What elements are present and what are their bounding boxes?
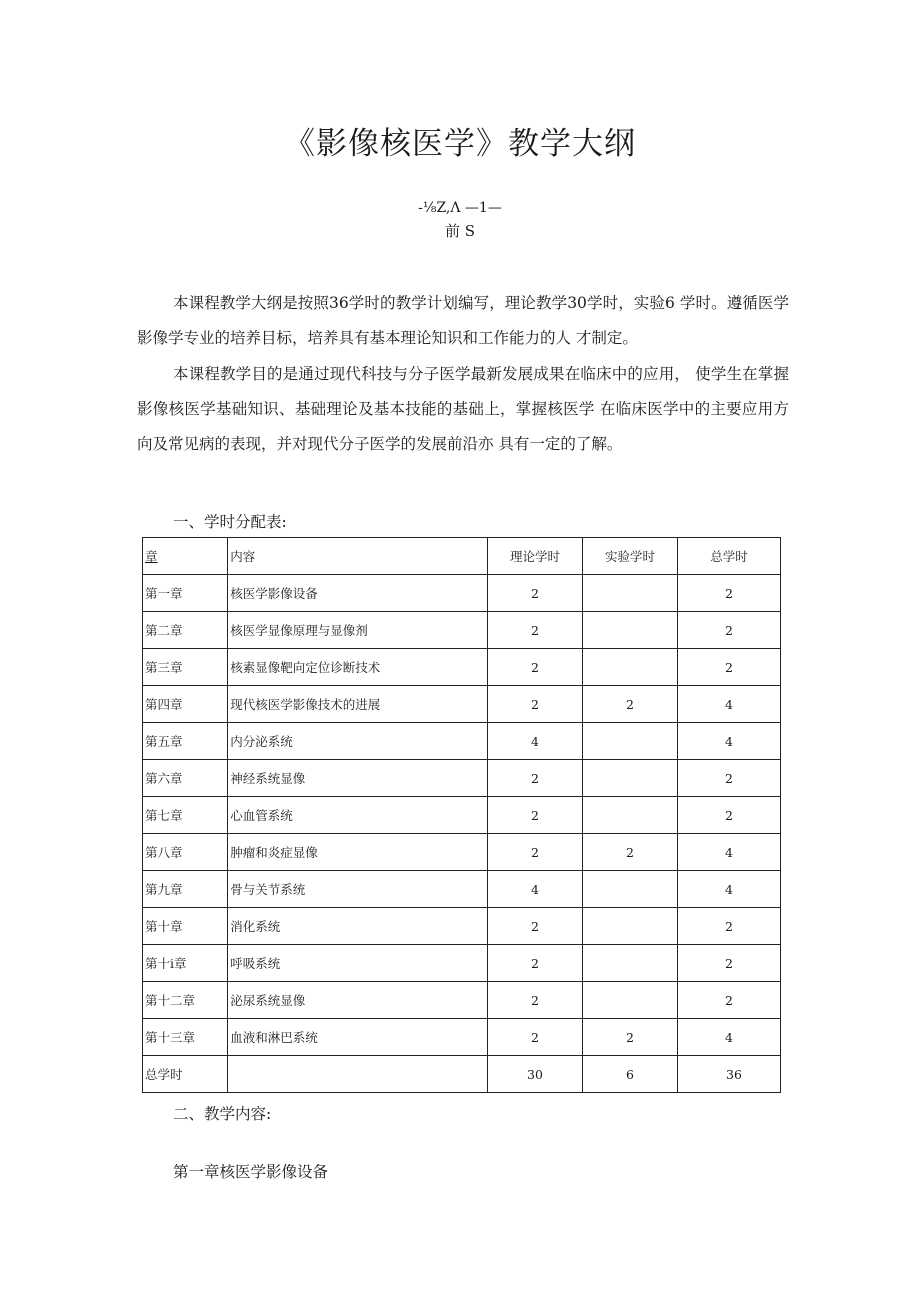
total-hours-cell: 36 [677,1056,780,1093]
chapter-heading: 第一章核医学影像设备 [173,1163,329,1181]
theory-hours-cell: 4 [487,871,582,908]
hours-allocation-table [142,537,781,1093]
lab-hours-cell: 2 [582,1019,677,1056]
table-row [143,760,781,797]
table-row [143,1019,781,1056]
total-hours-cell: 4 [677,686,780,723]
chapter-cell: 第十三章 [143,1019,228,1056]
subtitle-line: -⅛Z,Λ —1— [418,200,502,216]
total-hours-cell: 2 [677,575,780,612]
section-heading-hours: 一、学时分配表: [173,513,287,531]
chapter-cell: 第十i章 [143,945,228,982]
chapter-cell: 第八章 [143,834,228,871]
content-cell: 消化系统 [228,908,488,945]
header-total-hours: 总学时 [677,538,780,575]
content-cell: 血液和淋巴系统 [228,1019,488,1056]
theory-hours-cell: 2 [487,686,582,723]
lab-hours-cell [582,575,677,612]
total-hours-cell: 2 [677,982,780,1019]
content-cell: 内分泌系统 [228,723,488,760]
theory-hours-cell: 2 [487,760,582,797]
header-theory-hours: 理论学时 [487,538,582,575]
table-row [143,945,781,982]
chapter-cell: 第三章 [143,649,228,686]
chapter-cell: 第二章 [143,612,228,649]
table-row [143,649,781,686]
theory-hours-cell: 4 [487,723,582,760]
intro-paragraph-1: 本课程教学大纲是按照36学时的教学计划编写，理论教学30学时，实验6 学时。遵循医学影像学专业的培养目标，培养具有基本理论知识和工作能力的人 才制定。 [137,294,789,347]
theory-hours-cell: 2 [487,982,582,1019]
header-content: 内容 [228,538,488,575]
content-cell: 核素显像靶向定位诊断技术 [228,649,488,686]
chapter-cell: 第四章 [143,686,228,723]
table-row [143,723,781,760]
content-cell: 呼吸系统 [228,945,488,982]
content-cell: 肿瘤和炎症显像 [228,834,488,871]
chapter-cell: 第九章 [143,871,228,908]
theory-hours-cell: 2 [487,908,582,945]
table-row [143,1056,781,1093]
theory-hours-cell: 2 [487,1019,582,1056]
total-hours-cell: 2 [677,797,780,834]
lab-hours-cell [582,649,677,686]
chapter-cell: 第六章 [143,760,228,797]
total-hours-cell: 2 [677,945,780,982]
theory-hours-cell: 2 [487,834,582,871]
theory-hours-cell: 2 [487,945,582,982]
content-cell: 核医学显像原理与显像剂 [228,612,488,649]
lab-hours-cell [582,945,677,982]
table-header-row [143,538,781,575]
content-cell: 核医学影像设备 [228,575,488,612]
table-row [143,834,781,871]
preface-heading: 前 S [444,222,476,240]
chapter-cell: 第一章 [143,575,228,612]
content-cell [228,1056,488,1093]
chapter-cell: 第十二章 [143,982,228,1019]
lab-hours-cell [582,908,677,945]
content-cell: 心血管系统 [228,797,488,834]
lab-hours-cell [582,797,677,834]
total-hours-cell: 2 [677,612,780,649]
lab-hours-cell: 2 [582,686,677,723]
lab-hours-cell [582,982,677,1019]
lab-hours-cell [582,760,677,797]
total-hours-cell: 2 [677,908,780,945]
content-cell: 骨与关节系统 [228,871,488,908]
lab-hours-cell [582,612,677,649]
total-hours-cell: 4 [677,834,780,871]
lab-hours-cell: 6 [582,1056,677,1093]
total-hours-cell: 4 [677,723,780,760]
total-hours-cell: 4 [677,871,780,908]
table-row [143,686,781,723]
content-cell: 泌尿系统显像 [228,982,488,1019]
header-lab-hours: 实验学时 [582,538,677,575]
chapter-cell: 第五章 [143,723,228,760]
document-title: 《影像核医学》教学大纲 [284,126,636,162]
total-hours-cell: 4 [677,1019,780,1056]
chapter-cell: 第七章 [143,797,228,834]
content-cell: 现代核医学影像技术的进展 [228,686,488,723]
section-heading-content: 二、教学内容: [173,1105,272,1123]
chapter-cell: 第十章 [143,908,228,945]
lab-hours-cell [582,723,677,760]
content-cell: 神经系统显像 [228,760,488,797]
lab-hours-cell [582,871,677,908]
table-row [143,982,781,1019]
table-row [143,908,781,945]
theory-hours-cell: 2 [487,612,582,649]
total-hours-cell: 2 [677,760,780,797]
intro-paragraph-2: 本课程教学目的是通过现代科技与分子医学最新发展成果在临床中的应用， 使学生在掌握影像核医学基础知识、基础理论及基本技能的基础上，掌握核医学 在临床医学中的主要应用方向及常见病的表现，并对现代分子医学的发展前沿亦 具有一定的了解。 [137,365,789,453]
table-row [143,575,781,612]
theory-hours-cell: 2 [487,797,582,834]
total-hours-cell: 2 [677,649,780,686]
theory-hours-cell: 2 [487,575,582,612]
theory-hours-cell: 2 [487,649,582,686]
chapter-cell: 总学时 [143,1056,228,1093]
header-chapter: 章 [143,538,228,575]
table-row [143,797,781,834]
theory-hours-cell: 30 [487,1056,582,1093]
table-row [143,871,781,908]
lab-hours-cell: 2 [582,834,677,871]
table-row [143,612,781,649]
